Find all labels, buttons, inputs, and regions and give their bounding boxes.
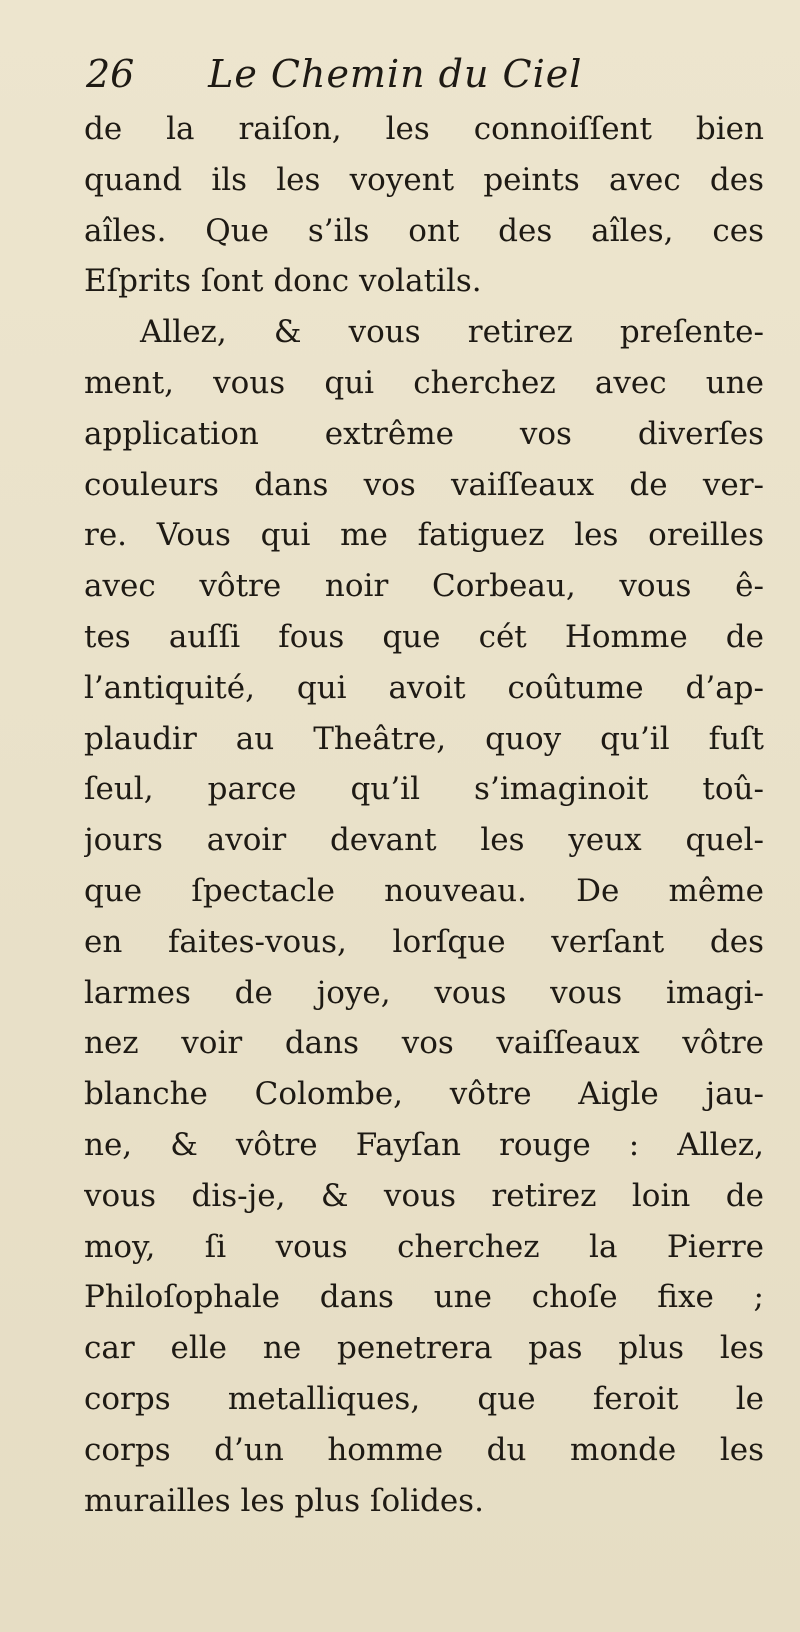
text-line: jours avoir devant les yeux quel- — [84, 822, 764, 859]
text-line: avec vôtre noir Corbeau, vous ê- — [84, 568, 764, 605]
text-line: Eſprits ſont donc volatils. — [84, 263, 482, 300]
text-line: ne, & vôtre Fayſan rouge : Allez, — [84, 1126, 764, 1163]
text-line: Philoſophale dans une choſe fixe ; — [84, 1279, 764, 1316]
text-line: ſeul, parce qu’il s’imaginoit toû- — [84, 771, 764, 808]
text-line: couleurs dans vos vaiſſeaux de ver- — [84, 466, 764, 503]
text-line: car elle ne penetrera pas plus les — [84, 1330, 764, 1367]
text-line: tes auſſi fous que cét Homme de — [84, 618, 764, 655]
text-line: re. Vous qui me fatiguez les oreilles — [84, 517, 764, 554]
text-line: plaudir au Theâtre, quoy qu’il fuſt — [84, 720, 764, 757]
text-line: blanche Colombe, vôtre Aigle jau- — [84, 1076, 764, 1113]
text-line: corps d’un homme du monde les — [84, 1431, 764, 1468]
text-line: ment, vous qui cherchez avec une — [84, 364, 764, 401]
text-line: vous dis-je, & vous retirez loin de — [84, 1177, 764, 1214]
body-text — [84, 104, 764, 1526]
text-line: application extrême vos diverſes — [84, 415, 764, 452]
text-line: que ſpectacle nouveau. De même — [84, 872, 764, 909]
text-line: murailles les plus ſolides. — [84, 1482, 484, 1519]
running-head — [86, 46, 786, 102]
text-line: en faites-vous, lorſque verſant des — [84, 923, 764, 960]
text-line: corps metalliques, que feroit le — [84, 1380, 764, 1417]
text-line: quand ils les voyent peints avec des — [84, 161, 764, 198]
text-line: moy, ſi vous cherchez la Pierre — [84, 1228, 764, 1265]
text-line: larmes de joye, vous vous imagi- — [84, 974, 764, 1011]
paragraph-start-line: Allez, & vous retirez preſente- — [140, 314, 764, 351]
text-line: de la raiſon, les connoiſſent bien — [84, 111, 764, 147]
page-number: 26 — [86, 52, 135, 96]
text-line: l’antiquité, qui avoit coûtume d’ap- — [84, 669, 764, 706]
text-line: nez voir dans vos vaiſſeaux vôtre — [84, 1025, 764, 1062]
running-title: Le Chemin du Ciel — [208, 52, 583, 96]
text-line: aîles. Que s’ils ont des aîles, ces — [84, 212, 764, 249]
